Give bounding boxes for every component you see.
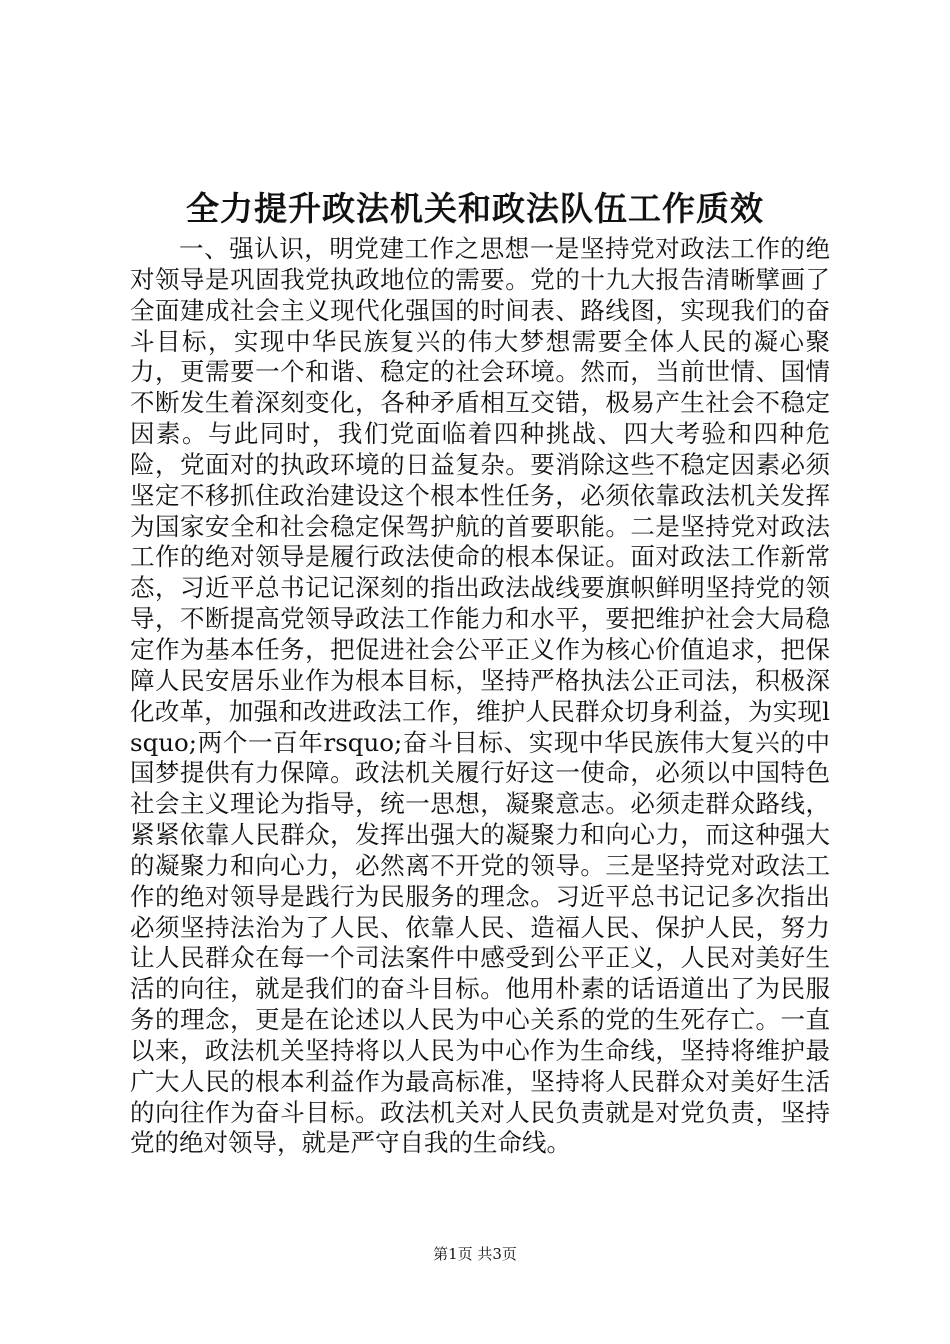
- body-paragraph: 一、强认识，明党建工作之思想一是坚持党对政法工作的绝对领导是巩固我党执政地位的需要。党的十九大报告清晰擘画了全面建成社会主义现代化强国的时间表、路线图，实现我们的奋斗目标，实现中华民族复兴的伟大梦想需要全体人民的凝心聚力，更需要一个和谐、稳定的社会环境。然而，当前世情、国情不断发生着深刻变化，各种矛盾相互交错，极易产生社会不稳定因素。与此同时，我们党面临着四种挑战、四大考验和四种危险，党面对的执政环境的日益复杂。要消除这些不稳定因素必须坚定不移抓住政治建设这个根本性任务，必须依靠政法机关发挥为国家安全和社会稳定保驾护航的首要职能。二是坚持党对政法工作的绝对领导是履行政法使命的根本保证。面对政法工作新常态，习近平总书记记深刻的指出政法战线要旗帜鲜明坚持党的领导，不断提高党领导政法工作能力和水平，要把维护社会大局稳定作为基本任务，把促进社会公平正义作为核心价值追求，把保障人民安居乐业作为根本目标，坚持严格执法公正司法，积极深化改革，加强和改进政法工作，维护人民群众切身利益，为实现lsquo;两个一百年rsquo;奋斗目标、实现中华民族伟大复兴的中国梦提供有力保障。政法机关履行好这一使命，必须以中国特色社会主义理论为指导，统一思想，凝聚意志。必须走群众路线，紧紧依靠人民群众，发挥出强大的凝聚力和向心力，而这种强大的凝聚力和向心力，必然离不开党的领导。三是坚持党对政法工作的绝对领导是践行为民服务的理念。习近平总书记记多次指出必须坚持法治为了人民、依靠人民、造福人民、保护人民，努力让人民群众在每一个司法案件中感受到公平正义，人民对美好生活的向往，就是我们的奋斗目标。他用朴素的话语道出了为民服务的理念，更是在论述以人民为中心关系的党的生死存亡。一直以来，政法机关坚持将以人民为中心作为生命线，坚持将维护最广大人民的根本利益作为最高标准，坚持将人民群众对美好生活的向往作为奋斗目标。政法机关对人民负责就是对党负责，坚持党的绝对领导，就是严守自我的生命线。: [130, 234, 830, 1158]
- document-title: 全力提升政法机关和政法队伍工作质效: [186, 189, 764, 228]
- page-number-footer: 第1页 共3页: [433, 1245, 517, 1263]
